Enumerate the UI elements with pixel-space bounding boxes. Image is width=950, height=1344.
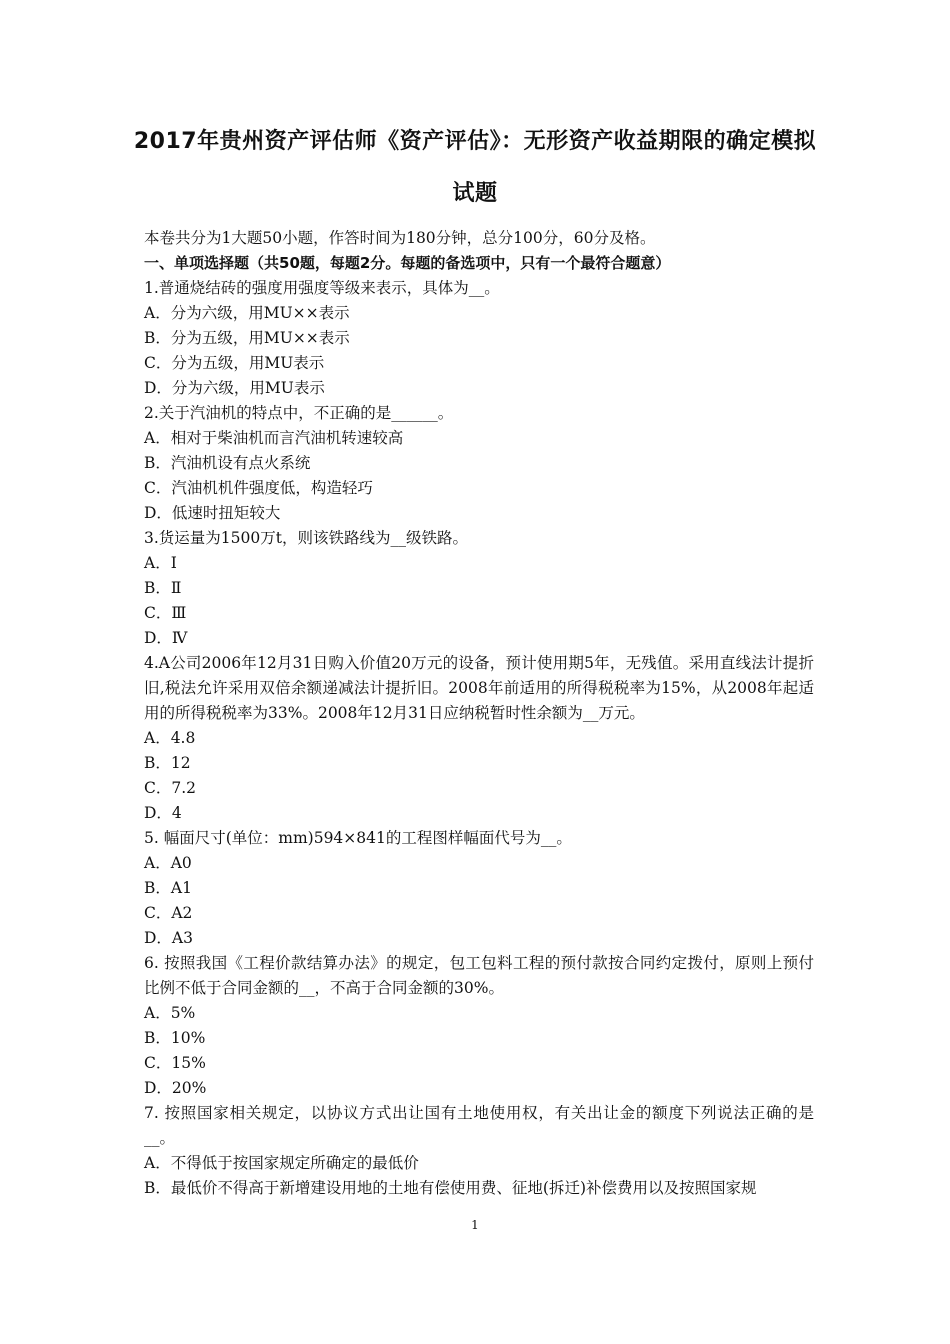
question-stem: 6. 按照我国《工程价款结算办法》的规定，包工包料工程的预付款按合同约定拨付，原则上预付比例不低于合同金额的__，不高于合同金额的30%。 bbox=[144, 954, 814, 997]
question-stem: 4.A公司2006年12月31日购入价值20万元的设备，预计使用期5年，无残值。采用直线法计提折旧,税法允许采用双倍余额递减法计提折旧。2008年前适用的所得税税率为15%，从2008年起适用的所得税税率为33%。2008年12月31日应纳税暂时性余额为__万元。 bbox=[144, 654, 814, 722]
question-option: A．4.8 bbox=[144, 729, 196, 747]
question-option: D．分为六级，用MU表示 bbox=[144, 379, 325, 397]
question-option: C．7.2 bbox=[144, 779, 197, 797]
question-option: C．Ⅲ bbox=[144, 604, 187, 622]
question-option: A．相对于柴油机而言汽油机转速较高 bbox=[144, 429, 404, 447]
question-option: A．不得低于按国家规定所确定的最低价 bbox=[144, 1154, 419, 1172]
question-option: C．A2 bbox=[144, 904, 193, 922]
question-option: B．12 bbox=[144, 754, 191, 772]
question-option: D．低速时扭矩较大 bbox=[144, 504, 281, 522]
question-option: C．15% bbox=[144, 1054, 206, 1072]
question-option: A．分为六级，用MU××表示 bbox=[144, 304, 350, 322]
question-option: B．最低价不得高于新增建设用地的土地有偿使用费、征地(拆迁)补偿费用以及按照国家规 bbox=[144, 1179, 757, 1197]
question-stem: 7. 按照国家相关规定，以协议方式出让国有土地使用权，有关出让金的额度下列说法正确的是__。 bbox=[144, 1104, 814, 1147]
document-title: 2017年贵州资产评估师《资产评估》：无形资产收益期限的确定模拟 bbox=[133, 129, 817, 154]
question-stem: 2.关于汽油机的特点中，不正确的是______。 bbox=[144, 404, 454, 422]
question-option: D．20% bbox=[144, 1079, 207, 1097]
question-option: D．A3 bbox=[144, 929, 193, 947]
question-option: B．汽油机设有点火系统 bbox=[144, 454, 311, 472]
question-option: A．Ⅰ bbox=[144, 554, 177, 572]
question-option: D．4 bbox=[144, 804, 182, 822]
question-option: C．分为五级，用MU表示 bbox=[144, 354, 325, 372]
section-heading: 一、单项选择题（共50题，每题2分。每题的备选项中，只有一个最符合题意） bbox=[144, 254, 671, 272]
question-option: B．10% bbox=[144, 1029, 206, 1047]
question-option: B．分为五级，用MU××表示 bbox=[144, 329, 350, 347]
question-option: D．Ⅳ bbox=[144, 629, 188, 647]
question-option: A．A0 bbox=[144, 854, 192, 872]
document-body bbox=[144, 226, 814, 1201]
question-stem: 5. 幅面尺寸(单位：mm)594×841的工程图样幅面代号为__。 bbox=[144, 829, 572, 847]
question-option: B．A1 bbox=[144, 879, 192, 897]
exam-intro: 本卷共分为1大题50小题，作答时间为180分钟，总分100分，60分及格。 bbox=[144, 229, 656, 247]
question-option: A．5% bbox=[144, 1004, 196, 1022]
question-option: C．汽油机机件强度低，构造轻巧 bbox=[144, 479, 373, 497]
page-number: 1 bbox=[471, 1218, 479, 1232]
question-option: B．Ⅱ bbox=[144, 579, 182, 597]
question-stem: 1.普通烧结砖的强度用强度等级来表示，具体为__。 bbox=[144, 279, 500, 297]
question-stem: 3.货运量为1500万t，则该铁路线为__级铁路。 bbox=[144, 529, 468, 547]
document-title-continued: 试题 bbox=[452, 181, 498, 206]
